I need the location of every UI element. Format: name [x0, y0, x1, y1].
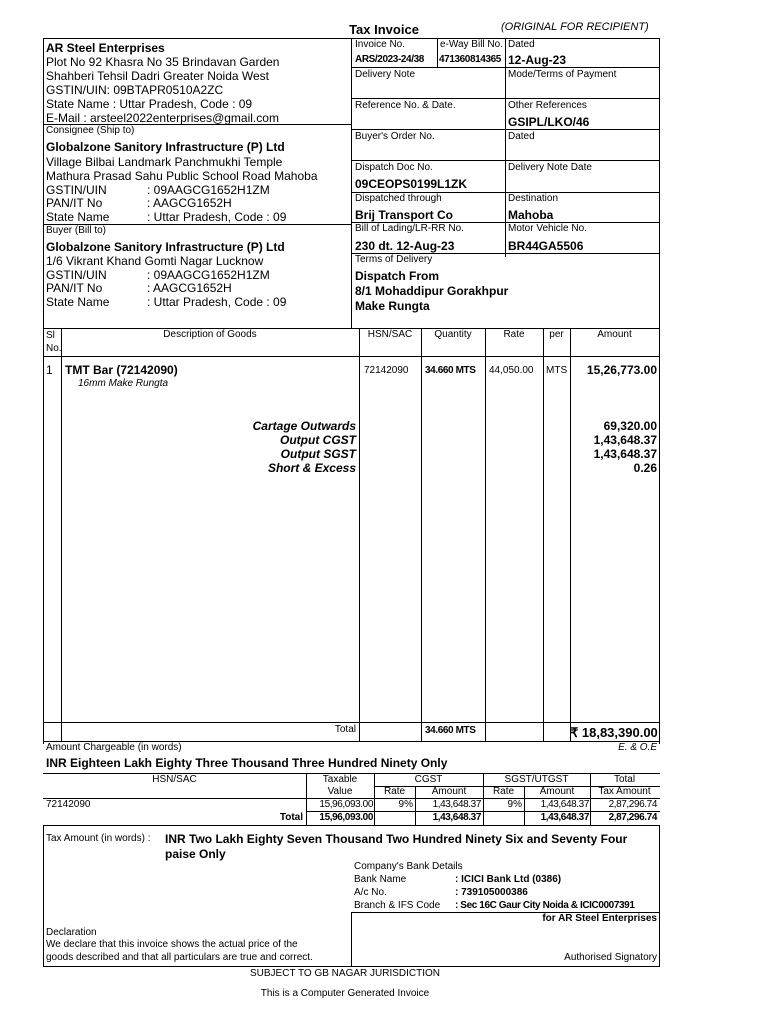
- computer-generated-note: This is a Computer Generated Invoice: [260, 988, 430, 999]
- consignee-pan-label: PAN/IT No: [46, 196, 103, 210]
- tax-words-label: Tax Amount (in words) :: [46, 833, 151, 844]
- mode-terms-label: Mode/Terms of Payment: [508, 69, 617, 80]
- line-r3: [351, 129, 660, 130]
- tax-row-hsn: 72142090: [46, 799, 91, 810]
- tax-th-cgst: CGST: [414, 774, 443, 785]
- th-per: per: [549, 329, 564, 340]
- tax-row-cgst-amount: 1,43,648.37: [432, 799, 481, 810]
- line-r4: [351, 160, 660, 161]
- tax-row-cgst-rate: 9%: [398, 799, 413, 810]
- th-amount: Amount: [597, 329, 632, 340]
- items-total-top: [43, 722, 660, 723]
- tax-th-cgst-amount: Amount: [431, 786, 467, 797]
- bank-branch: : Sec 16C Gaur City Noida & ICIC0007391: [455, 900, 635, 911]
- terms-delivery-label: Terms of Delivery: [355, 254, 433, 265]
- th-rate: Rate: [503, 329, 525, 340]
- tax-row-sgst-amount: 1,43,648.37: [540, 799, 589, 810]
- delivery-note-date-label: Delivery Note Date: [508, 162, 592, 173]
- bank-branch-label: Branch & IFS Code: [354, 900, 441, 911]
- divider-mid: [351, 38, 352, 328]
- terms-line-3: Make Rungta: [355, 299, 430, 313]
- tax-th-sgst: SGST/UTGST: [504, 774, 569, 785]
- charge-amount: 1,43,648.37: [593, 433, 657, 447]
- bank-name: : ICICI Bank Ltd (0386): [455, 874, 562, 885]
- charge-label: Output SGST: [280, 447, 356, 461]
- copy-note: (ORIGINAL FOR RECIPIENT): [501, 21, 649, 33]
- terms-line-1: Dispatch From: [355, 269, 440, 283]
- delivery-note-label: Delivery Note: [355, 69, 416, 80]
- consignee-state-label: State Name: [46, 210, 110, 224]
- seller-state: State Name : Uttar Pradesh, Code : 09: [46, 97, 253, 111]
- seller-address-1: Plot No 92 Khasra No 35 Brindavan Garden: [46, 55, 280, 69]
- charge-amount: 1,43,648.37: [593, 447, 657, 461]
- bill-of-lading-label: Bill of Lading/LR-RR No.: [355, 223, 464, 234]
- buyer-pan: : AAGCG1652H: [147, 281, 232, 295]
- destination: Mahoba: [508, 208, 554, 222]
- other-ref: GSIPL/LKO/46: [508, 115, 590, 129]
- item-sub: 16mm Make Rungta: [78, 378, 169, 389]
- item-sl: 1: [46, 363, 53, 377]
- seller-email: E-Mail : arsteel2022enterprises@gmail.com: [46, 111, 279, 125]
- consignee-address-2: Mathura Prasad Sahu Public School Road Mahoba: [46, 169, 318, 183]
- buyer-pan-label: PAN/IT No: [46, 281, 103, 295]
- motor-vehicle-label: Motor Vehicle No.: [508, 223, 587, 234]
- item-name: TMT Bar (72142090): [65, 363, 178, 377]
- tax-words-line-1: INR Two Lakh Eighty Seven Thousand Two Hundred Ninety Six and Seventy Four: [165, 832, 628, 846]
- consignee-name: Globalzone Sanitory Infrastructure (P) Ltd: [46, 140, 285, 154]
- invoice-no-label: Invoice No.: [355, 39, 406, 50]
- charge-label: Cartage Outwards: [252, 419, 356, 433]
- charge-amount: 69,320.00: [603, 419, 657, 433]
- tax-th-taxable-1: Taxable: [322, 774, 358, 785]
- items-total-amount: ₹ 18,83,390.00: [570, 725, 658, 740]
- destination-label: Destination: [508, 193, 559, 204]
- col-qty: [485, 328, 486, 741]
- border-left: [43, 38, 44, 744]
- bottom-border-left: [43, 825, 44, 966]
- bank-heading: Company's Bank Details: [354, 861, 463, 872]
- consignee-pan: : AAGCG1652H: [147, 196, 232, 210]
- bank-ac-no: : 739105000386: [455, 887, 528, 898]
- bank-name-label: Bank Name: [354, 874, 407, 885]
- tax-total-taxable: 15,96,093.00: [319, 812, 373, 823]
- dated-label: Dated: [508, 39, 535, 50]
- seller-address-2: Shahberi Tehsil Dadri Greater Noida West: [46, 69, 269, 83]
- th-hsn: HSN/SAC: [367, 329, 413, 340]
- amount-words: INR Eighteen Lakh Eighty Three Thousand Three Hundred Ninety Only: [46, 756, 448, 770]
- signatory-box-left: [351, 912, 352, 966]
- jurisdiction-note: SUBJECT TO GB NAGAR JURISDICTION: [249, 968, 441, 979]
- dispatch-doc-label: Dispatch Doc No.: [355, 162, 433, 173]
- item-amount: 15,26,773.00: [586, 363, 657, 377]
- eway-label: e-Way Bill No.: [440, 39, 503, 50]
- consignee-gstin-label: GSTIN/UIN: [46, 183, 107, 197]
- eoe-note: E. & O.E: [618, 742, 657, 753]
- divider-eway: [437, 38, 438, 67]
- tax-th-sgst-amount: Amount: [539, 786, 575, 797]
- reference-label: Reference No. & Date.: [355, 100, 456, 111]
- dated2-label: Dated: [508, 131, 535, 142]
- items-total-quantity: 34.660 MTS: [425, 725, 476, 736]
- dispatched-through-label: Dispatched through: [355, 193, 442, 204]
- declaration-line-1: We declare that this invoice shows the actual price of the: [46, 939, 298, 950]
- consignee-state: : Uttar Pradesh, Code : 09: [147, 210, 287, 224]
- tax-bottom: [43, 825, 660, 826]
- buyer-gstin: : 09AAGCG1652H1ZM: [147, 268, 270, 282]
- tax-total-label: Total: [279, 812, 303, 823]
- tax-th-cgst-rate: Rate: [383, 786, 406, 797]
- seller-gstin: GSTIN/UIN: 09BTAPR0510A2ZC: [46, 83, 224, 97]
- motor-vehicle: BR44GA5506: [508, 239, 584, 253]
- line-r2: [351, 98, 660, 99]
- item-rate: 44,050.00: [489, 365, 534, 376]
- th-sl-2: No.: [46, 343, 62, 354]
- tax-th-taxable-2: Value: [327, 786, 353, 797]
- charge-label: Short & Excess: [267, 461, 356, 475]
- authorised-signatory: Authorised Signatory: [564, 952, 657, 963]
- consignee-label: Consignee (Ship to): [46, 125, 135, 136]
- tax-th-total-1: Total: [613, 774, 636, 785]
- bottom-border-right: [659, 825, 660, 966]
- terms-line-2: 8/1 Mohaddipur Gorakhpur: [355, 284, 509, 298]
- line-r1: [351, 67, 660, 68]
- buyer-state-label: State Name: [46, 295, 110, 309]
- tax-total-total: 2,87,296.74: [608, 812, 657, 823]
- buyer-label: Buyer (Bill to): [46, 225, 107, 236]
- tax-row-taxable: 15,96,093.00: [319, 799, 373, 810]
- tax-total-sgst: 1,43,648.37: [540, 812, 589, 823]
- col-per: [570, 328, 571, 741]
- border-right: [659, 38, 660, 744]
- bank-ac-label: A/c No.: [354, 887, 387, 898]
- items-total-label: Total: [334, 724, 356, 735]
- col-sl: [61, 328, 62, 741]
- divider-right: [505, 38, 506, 257]
- buyer-address-1: 1/6 Vikrant Khand Gomti Nagar Lucknow: [46, 254, 264, 268]
- invoice-title: Tax Invoice: [349, 22, 419, 37]
- tax-words-line-2: paise Only: [165, 847, 226, 861]
- item-hsn: 72142090: [364, 365, 409, 376]
- th-sl-1: Sl: [46, 330, 55, 341]
- buyer-name: Globalzone Sanitory Infrastructure (P) Ltd: [46, 240, 285, 254]
- th-description: Description of Goods: [163, 329, 257, 340]
- buyer-state: : Uttar Pradesh, Code : 09: [147, 295, 287, 309]
- seller-name: AR Steel Enterprises: [46, 41, 165, 55]
- bill-of-lading: 230 dt. 12-Aug-23: [355, 239, 455, 253]
- buyers-order-label: Buyer's Order No.: [355, 131, 435, 142]
- th-quantity: Quantity: [434, 329, 472, 340]
- dispatched-through: Brij Transport Co: [355, 208, 454, 222]
- for-company: for AR Steel Enterprises: [542, 913, 657, 924]
- consignee-address-1: Village Bilbai Landmark Panchmukhi Temple: [46, 155, 283, 169]
- charge-amount: 0.26: [633, 461, 657, 475]
- tax-th-total-2: Tax Amount: [598, 786, 651, 797]
- tax-th-sgst-rate: Rate: [492, 786, 515, 797]
- tax-row-sgst-rate: 9%: [507, 799, 522, 810]
- invoice-no: ARS/2023-24/38: [355, 54, 424, 65]
- col-desc: [359, 328, 360, 741]
- declaration-title: Declaration: [46, 927, 97, 938]
- consignee-gstin: : 09AAGCG1652H1ZM: [147, 183, 270, 197]
- amount-words-label: Amount Chargeable (in words): [46, 742, 182, 753]
- eway-no: 471360814365: [439, 54, 501, 65]
- col-rate: [543, 328, 544, 741]
- buyer-gstin-label: GSTIN/UIN: [46, 268, 107, 282]
- tax-th-hsn: HSN/SAC: [152, 774, 197, 785]
- tax-row-total: 2,87,296.74: [608, 799, 657, 810]
- items-header-bottom: [43, 356, 660, 357]
- tax-total-cgst: 1,43,648.37: [432, 812, 481, 823]
- dispatch-doc: 09CEOPS0199L1ZK: [355, 177, 468, 191]
- invoice-date: 12-Aug-23: [508, 53, 567, 67]
- item-quantity: 34.660 MTS: [425, 365, 476, 376]
- other-ref-label: Other References: [508, 100, 587, 111]
- bottom-border: [43, 966, 660, 967]
- declaration-line-2: goods described and that all particulars are true and correct.: [46, 952, 313, 963]
- item-per: MTS: [546, 365, 568, 376]
- col-hsn: [421, 328, 422, 741]
- charge-label: Output CGST: [280, 433, 356, 447]
